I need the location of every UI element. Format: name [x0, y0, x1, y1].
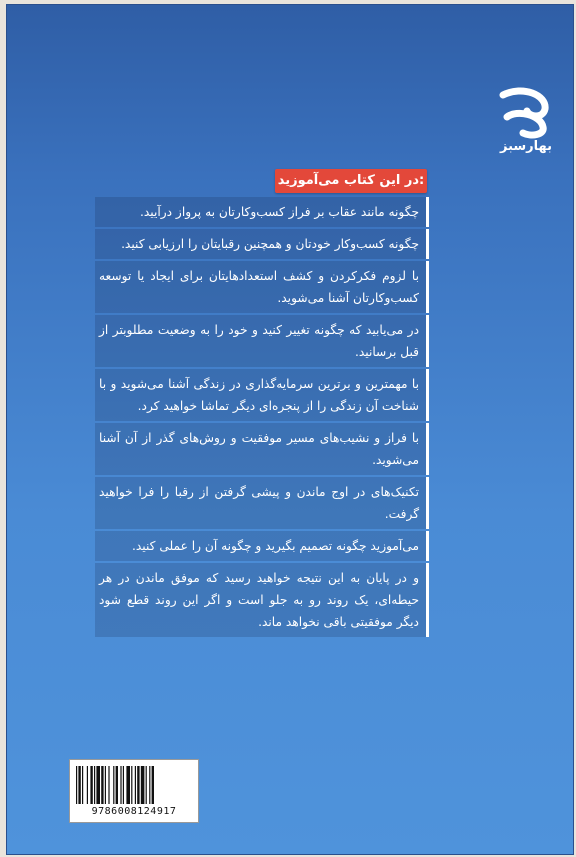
bullet-item-2: چگونه کسب‌وکار خودتان و همچنین رقبایتان را ارزیابی کنید.: [95, 229, 429, 259]
barcode-bars: [76, 766, 192, 804]
bullet-item-4: در می‌یابید که چگونه تغییر کنید و خود را به وضعیت مطلوبتر از قبل برسانید.: [95, 315, 429, 367]
bullet-item-6: با فراز و نشیب‌های مسیر موفقیت و روش‌های گذر از آن آشنا می‌شوید.: [95, 423, 429, 475]
bullet-item-7: تکنیک‌های در اوج ماندن و پیشی گرفتن از رقبا را فرا خواهید گرفت.: [95, 477, 429, 529]
bullet-list: [95, 195, 429, 639]
isbn-number: 9786008124917: [91, 806, 177, 817]
headline-label: در این کتاب می‌آموزید:: [275, 169, 427, 193]
bullet-item-5: با مهمترین و برترین سرمایه‌گذاری در زندگی آشنا می‌شوید و با شناخت آن زندگی را از پنجره‌ای دیگر تماشا خواهید کرد.: [95, 369, 429, 421]
publisher-logo-icon: [493, 87, 555, 139]
bullet-item-9: و در پایان به این نتیجه خواهید رسید که موفق ماندن در هر حیطه‌ای، یک روند رو به جلو است و اگر این روند قطع شود دیگر موفقیتی باقی نخواهد ماند.: [95, 563, 429, 637]
bullet-item-1: چگونه مانند عقاب بر فراز کسب‌وکارتان به پرواز درآیید.: [95, 197, 429, 227]
barcode: [69, 759, 199, 823]
book-back-cover: [6, 4, 574, 855]
bullet-item-3: با لزوم فکرکردن و کشف استعدادهایتان برای ایجاد یا توسعه کسب‌وکارتان آشنا می‌شوید.: [95, 261, 429, 313]
publisher-name: بهارسبز: [499, 139, 552, 154]
bullet-item-8: می‌آموزید چگونه تصمیم بگیرید و چگونه آن را عملی کنید.: [95, 531, 429, 561]
